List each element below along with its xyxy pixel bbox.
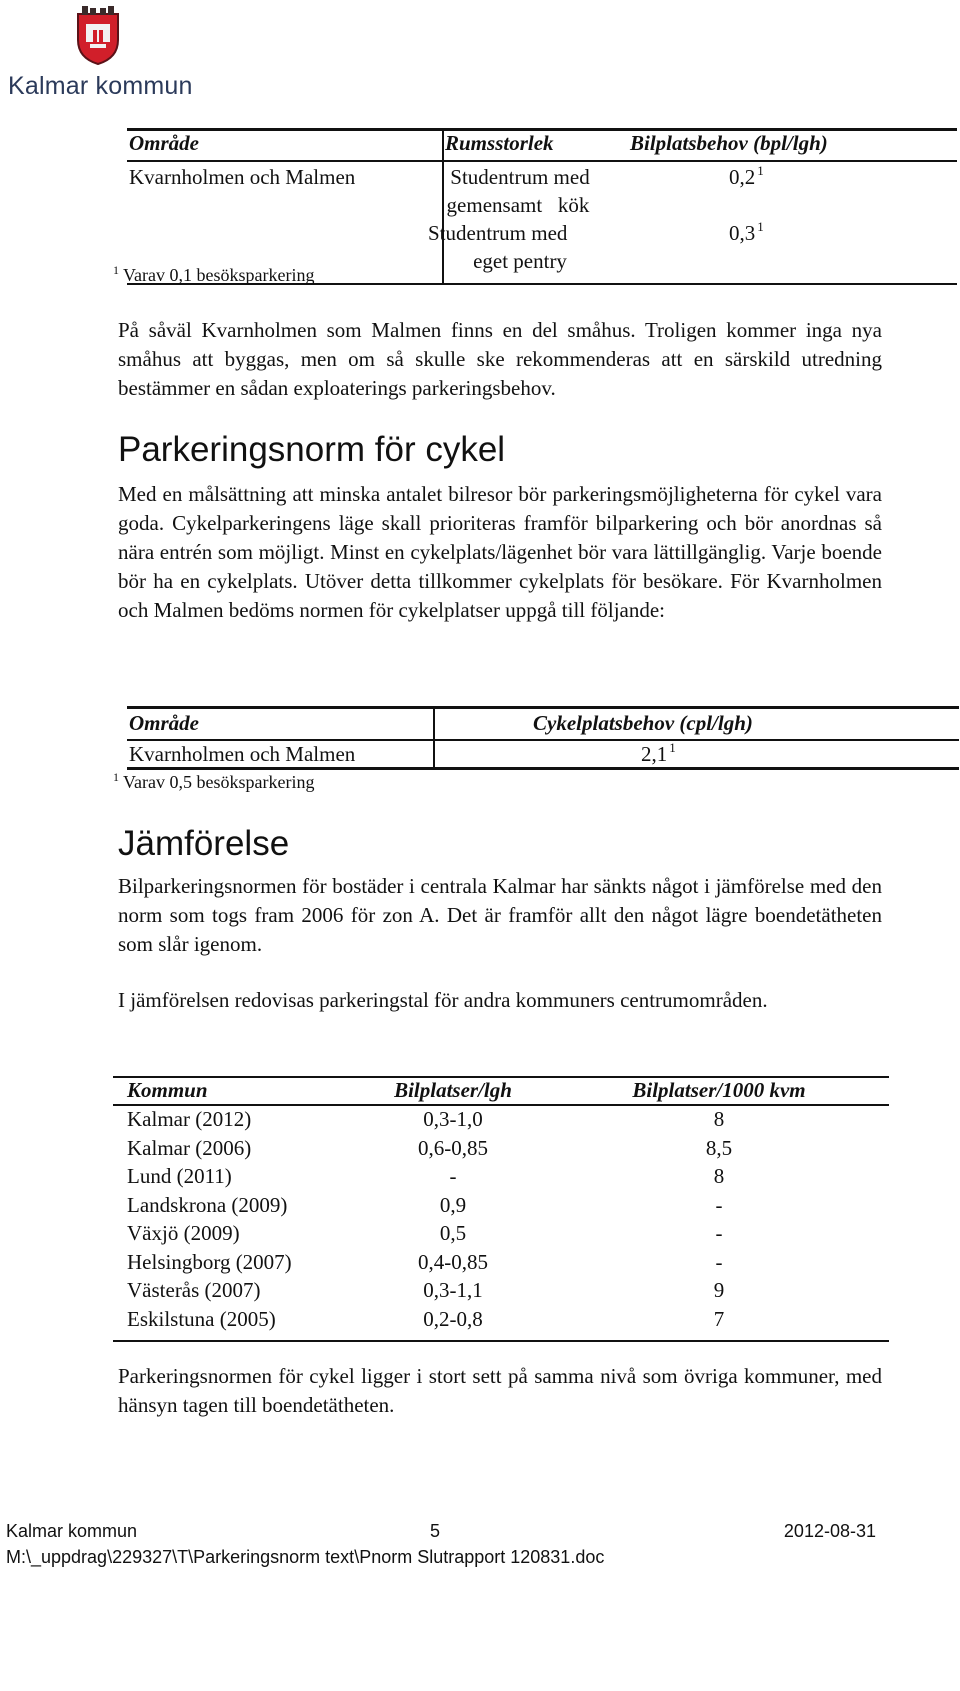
table-cell: - [449,1164,457,1188]
table-row [113,1191,889,1219]
table-row [113,1248,889,1276]
table-header-area: Område [129,131,199,155]
footer-date: 2012-08-31 [783,1521,876,1541]
table-cell: 0,3-1,1 [423,1278,483,1302]
table-cell: Växjö (2009) [127,1221,240,1245]
table-cell: 0,5 [439,1221,467,1245]
table-cell: Kalmar (2012) [127,1107,252,1131]
table-cell: Helsingborg (2007) [127,1249,292,1274]
table-cell-value: 2,1 $^1$ [641,740,676,766]
table-cell-room: eget pentry [473,249,567,273]
table-header-car-need: Bilplatsbehov (bpl/lgh) [630,131,828,155]
table-row [113,1105,889,1133]
table-cell: - [715,1221,723,1245]
table-cell: 8 [713,1107,725,1131]
table-cell: - [715,1249,723,1274]
table-cell-room: Studentrum med [428,221,568,245]
table-row [113,1305,889,1333]
table-cell: 8 [713,1164,725,1188]
kalmar-logo [8,4,198,100]
table-row [113,1134,889,1162]
footer-file-path: M:\_uppdrag\229327\T\Parkeringsnorm text\Pnorm Slutrapport 120831.doc [6,1547,605,1567]
paragraph-small-houses: På såväl Kvarnholmen som Malmen finns en del småhus. Troligen kommer inga nya småhus att byggas, men om så skulle ske rekommenderas att en särskild utredning bestämmer en sådan exploaterings parkeringsbehov. [118,318,882,400]
table-cell-area: Kvarnholmen och Malmen [129,165,356,189]
table-row [113,1162,889,1190]
table-cell: 0,4-0,85 [418,1249,488,1274]
table-cell: 0,9 [439,1192,467,1217]
table-cell: - [715,1192,723,1217]
table-header-room-size: Rumsstorlek [445,131,554,155]
table-cell: 7 [713,1306,725,1331]
table-cell-area: Kvarnholmen och Malmen [129,742,356,766]
table-cell: Landskrona (2009) [127,1192,288,1217]
footer-org: Kalmar kommun [6,1521,138,1541]
table-cell-room: Studentrum med [450,165,590,189]
paragraph-comparison-2: I jämförelsen redovisas parkeringstal för andra kommuners centrumområden. [118,988,768,1012]
table-cell: 9 [713,1278,725,1302]
table-cell: 0,2-0,8 [423,1306,483,1331]
table-cell: Västerås (2007) [127,1278,261,1302]
table-cell: Eskilstuna (2005) [127,1306,276,1331]
table-cell-value: 0,2 $^1$ [729,163,764,189]
table-header-row: Kommun Bilplatser/lgh Bilplatser/1000 kvm [127,1078,806,1102]
table-cell: Lund (2011) [127,1164,232,1188]
footer-page-number: 5 [430,1521,441,1541]
table-cell: 0,6-0,85 [418,1135,488,1160]
bike-parking-table [113,706,959,770]
heading-bike-norm: Parkeringsnorm för cykel [118,430,506,469]
footnote: $^1$ Varav 0,5 besöksparkering [113,770,315,792]
table-row [113,1276,889,1304]
table-header-area: Område [129,711,199,735]
table-cell: 0,3-1,0 [423,1107,483,1131]
heading-comparison: Jämförelse [118,824,290,863]
footnote: $^1$ Varav 0,1 besöksparkering [113,263,315,285]
table-cell: 8,5 [705,1135,733,1160]
paragraph-comparison-1: Bilparkeringsnormen för bostäder i centrala Kalmar har sänkts något i jämförelse med den norm som togs fram 2006 för zon A. Det är framför allt den något lägre boendetätheten som slår igenom. [118,874,882,956]
paragraph-closing: Parkeringsnormen för cykel ligger i stort sett på samma nivå som övriga kommuner, med hänsyn tagen till boendetätheten. [118,1364,882,1417]
table-cell-room: gemensamt kök [446,193,590,217]
table-row [113,1219,889,1247]
comparison-table [113,1076,889,1342]
brand-name: Kalmar kommun [8,72,193,100]
table-cell-value: 0,3 $^1$ [729,219,764,245]
paragraph-bike-norm: Med en målsättning att minska antalet bilresor bör parkeringsmöjligheterna för cykel vara goda. Cykelparkeringens läge skall prioriteras framför bilparkering och bör anordnas så nära entrén som möjligt. Minst en cykelplats/lägenhet bör vara lättillgänglig. Varje boende bör ha en cykelplats. Utöver detta tillkommer cykelplats för besökare. För Kvarnholmen och Malmen bedöms normen för cykelplatser uppgå till följande: [118,482,882,622]
table-header-bike-need: Cykelplatsbehov (cpl/lgh) [533,711,753,735]
coat-of-arms-icon [76,6,120,66]
table-cell: Kalmar (2006) [127,1135,252,1160]
